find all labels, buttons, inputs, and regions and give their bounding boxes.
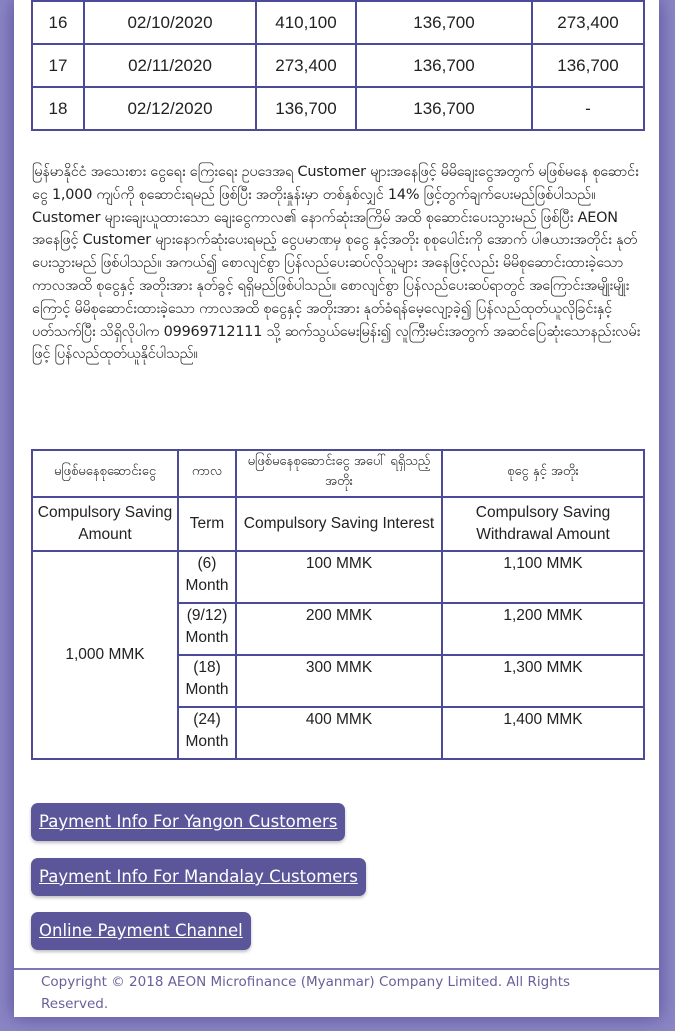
- payment-date: 02/10/2020: [84, 1, 256, 44]
- term-cell: (18) Month: [178, 655, 236, 707]
- header-interest-mm: မဖြစ်မနေစုဆောင်းငွေ အပေါ် ရရှိသည့်အတိုး: [236, 450, 442, 497]
- table-row: [32, 551, 644, 603]
- online-payment-channel-button[interactable]: Online Payment Channel: [31, 912, 251, 950]
- header-row-myanmar: [32, 450, 644, 497]
- payment-date: 02/12/2020: [84, 87, 256, 130]
- payment-amount: 136,700: [356, 87, 532, 130]
- installment-number: 18: [32, 87, 84, 130]
- installment-number: 17: [32, 44, 84, 87]
- header-term-mm: ကာလ: [178, 450, 236, 497]
- remaining-balance: -: [532, 87, 644, 130]
- interest-cell: 100 MMK: [236, 551, 442, 603]
- saving-amount-cell: 1,000 MMK: [32, 551, 178, 759]
- term-cell: (9/12) Month: [178, 603, 236, 655]
- mandalay-payment-info-button[interactable]: Payment Info For Mandalay Customers: [31, 858, 366, 896]
- table-row: [32, 1, 644, 44]
- header-saving-amount: Compulsory Saving Amount: [32, 497, 178, 551]
- term-cell: (24) Month: [178, 707, 236, 759]
- header-withdrawal: Compulsory Saving Withdrawal Amount: [442, 497, 644, 551]
- withdrawal-cell: 1,100 MMK: [442, 551, 644, 603]
- yangon-payment-info-button[interactable]: Payment Info For Yangon Customers: [31, 803, 345, 841]
- header-row-english: [32, 497, 644, 551]
- interest-cell: 200 MMK: [236, 603, 442, 655]
- withdrawal-cell: 1,200 MMK: [442, 603, 644, 655]
- remaining-balance: 273,400: [532, 1, 644, 44]
- table-row: [32, 87, 644, 130]
- header-saving-amount-mm: မဖြစ်မနေစုဆောင်းငွေ: [32, 450, 178, 497]
- term-cell: (6) Month: [178, 551, 236, 603]
- opening-balance: 136,700: [256, 87, 356, 130]
- compulsory-saving-description: မြန်မာနိုင်ငံ အသေးစား ငွေရေး ကြေးရေး ဥပဒေအရ Customer များအနေဖြင့် မိမိချေးငွေအတွက် မဖြစ်မနေ စုဆောင်းငွေ 1,000 ကျပ်ကို စုဆောင်းရမည် ဖြစ်ပြီး အတိုးနှုန်းမှာ တစ်နှစ်လျှင် 14% ဖြင့်တွက်ချက်ပေးမည်ဖြစ်ပါသည်။ Customer များချေးယူထားသော ချေးငွေကာလ၏ နောက်ဆုံးအကြိမ် အထိ စုဆောင်းပေးသွားမည် ဖြစ်ပြီး AEON အနေဖြင့် Customer များနောက်ဆုံးပေးရမည့် ငွေပမာဏမှ စုငွေ နှင့်အတိုး စုစုပေါင်းကို အောက် ပါဇယားအတိုင်း နုတ်ပေးသွားမည် ဖြစ်ပါသည်။ အကယ်၍ စောလျင်စွာ ပြန်လည်ပေးဆပ်လိုသူများ အနေဖြင့်လည်း မိမိစုဆောင်းထားခဲ့သောကာလအထိ စုငွေနှင့် အတိုးအား နုတ်ခွင့် ရရှိမည်ဖြစ်ပါသည်။ စောလျင်စွာ ပြန်လည်ပေးဆပ်ရာတွင် အကြောင်းအမျိုးမျိုးကြောင့် မိမိစုဆောင်းထားခဲ့သော ကာလအထိ စုငွေနှင့် အတိုးအား နုတ်ခံရန်မေ့လျော့ခဲ့၍ ပြန်လည်ထုတ်ယူလိုခြင်းနှင့် ပတ်သက်ပြီး သိရှိလိုပါက 09969712111 သို့ ဆက်သွယ်မေးမြန်း၍ လူကြီးမင်းအတွက် အဆင်ပြေဆုံးသောနည်းလမ်း ဖြင့် ပြန်လည်ထုတ်ယူနိုင်ပါသည်။: [32, 164, 641, 363]
- compulsory-saving-table: [31, 449, 645, 760]
- payment-amount: 136,700: [356, 44, 532, 87]
- interest-cell: 400 MMK: [236, 707, 442, 759]
- payment-amount: 136,700: [356, 1, 532, 44]
- opening-balance: 410,100: [256, 1, 356, 44]
- table-row: [32, 44, 644, 87]
- header-interest: Compulsory Saving Interest: [236, 497, 442, 551]
- repayment-schedule-table: [31, 0, 645, 131]
- opening-balance: 273,400: [256, 44, 356, 87]
- payment-date: 02/11/2020: [84, 44, 256, 87]
- header-term: Term: [178, 497, 236, 551]
- header-withdrawal-mm: စုငွေ နှင့် အတိုး: [442, 450, 644, 497]
- page-content: [14, 0, 659, 1017]
- withdrawal-cell: 1,400 MMK: [442, 707, 644, 759]
- installment-number: 16: [32, 1, 84, 44]
- footer-divider: [14, 968, 659, 970]
- remaining-balance: 136,700: [532, 44, 644, 87]
- withdrawal-cell: 1,300 MMK: [442, 655, 644, 707]
- copyright-text: Copyright © 2018 AEON Microfinance (Myanmar) Company Limited. All Rights Reserved.: [41, 974, 571, 1012]
- interest-cell: 300 MMK: [236, 655, 442, 707]
